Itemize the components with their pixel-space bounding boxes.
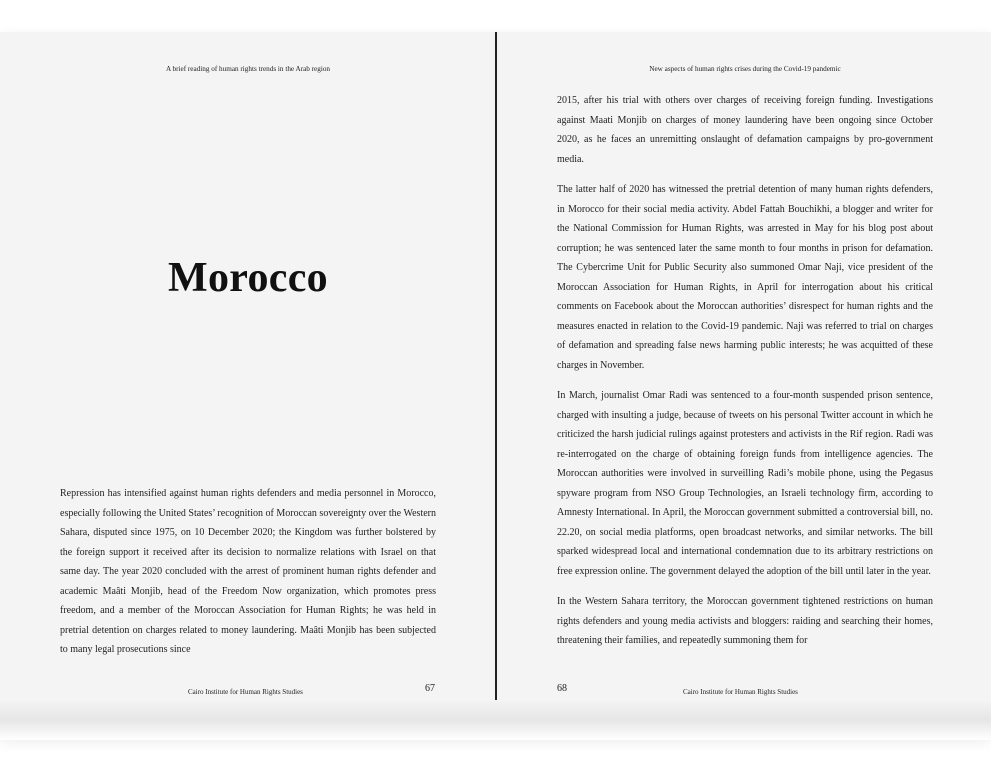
right-page bbox=[497, 32, 991, 734]
running-head-left: A brief reading of human rights trends in the Arab region bbox=[165, 65, 331, 73]
paragraph: 2015, after his trial with others over charges of receiving foreign funding. Investigations against Maati Monjib on charges of money laundering have been ongoing since October 2020, as he faces an unremitting onslaught of defamation campaigns by pro-government media. bbox=[557, 95, 933, 165]
paragraph: Repression has intensified against human rights defenders and media personnel in Morocco, especially following the United States’ recognition of Moroccan sovereignty over the Western Sahara, disputed since 1975, on 10 December 2020; the Kingdom was further bolstered by the foreign support it received after its decision to normalize relations with Israel on that same day. The year 2020 concluded with the arrest of prominent human rights defender and academic Maâti Monjib, head of the Freedom Now organization, which promotes press freedom, and a member of the Moroccan Association for Human Rights; he was held in pretrial detention on charges related to money laundering. Maâti Monjib has been subjected to many legal prosecutions since bbox=[60, 488, 436, 655]
paragraph: The latter half of 2020 has witnessed the pretrial detention of many human rights defenders, in Morocco for their social media activity. Abdel Fattah Bouchikhi, a blogger and writer for the National Commission for Human Rights, was arrested in May for his blog post about corruption; he was sentenced later the same month to four months in prison for defamation. The Cybercrime Unit for Public Security also summoned Omar Naji, vice president of the Moroccan Association for Human Rights, in April for interrogation about his critical comments on Facebook about the Moroccan authorities’ disrespect for human rights and the measures enacted in relation to the Covid-19 pandemic. Naji was referred to trial on charges of defamation and spreading false news harming public interests; he was acquitted of these charges in November. bbox=[557, 184, 933, 371]
page-shadow bbox=[0, 700, 991, 740]
paragraph: In March, journalist Omar Radi was sentenced to a four-month suspended prison sentence, charged with insulting a judge, because of tweets on his personal Twitter account in which he criticized the harsh judicial rulings against protesters and activists in the Rif region. Radi was re-interrogated on the charge of obtaining foreign funds from intelligence agencies. The Moroccan authorities were involved in surveilling Radi’s mobile phone, using the Pegasus spyware program from NSO Group Technologies, an Israeli technology firm, according to Amnesty International. In April, the Moroccan government submitted a controversial bill, no. 22.20, on social media platforms, open broadcast networks, and similar networks. The bill sparked widespread local and international condemnation due to its arbitrary restrictions on free expression online. The government delayed the adoption of the bill until later in the year. bbox=[557, 390, 933, 577]
paragraph: In the Western Sahara territory, the Moroccan government tightened restrictions on human rights defenders and young media activists and bloggers: raiding and searching their homes, threatening their families, and repeatedly summoning them for bbox=[557, 596, 933, 646]
running-head-right: New aspects of human rights crises during the Covid-19 pandemic bbox=[649, 65, 841, 73]
chapter-title: Morocco bbox=[168, 255, 328, 301]
book-spread bbox=[0, 32, 991, 734]
body-text-right bbox=[557, 91, 933, 662]
body-text-left bbox=[60, 484, 436, 671]
page-number-left: 67 bbox=[425, 683, 435, 694]
page-number-right: 68 bbox=[557, 683, 567, 694]
footer-publisher-left: Cairo Institute for Human Rights Studies bbox=[188, 688, 303, 696]
left-page bbox=[0, 32, 496, 734]
footer-publisher-right: Cairo Institute for Human Rights Studies bbox=[683, 688, 798, 696]
